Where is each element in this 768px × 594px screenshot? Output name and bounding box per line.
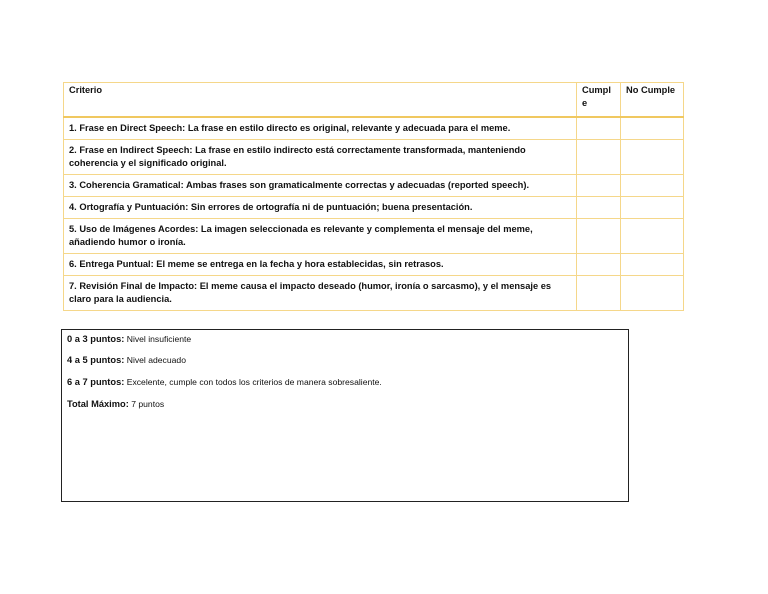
table-row bbox=[64, 219, 684, 254]
cumple-cell[interactable] bbox=[577, 175, 621, 197]
cumple-cell[interactable] bbox=[577, 140, 621, 175]
criterio-cell: 1. Frase en Direct Speech: La frase en estilo directo es original, relevante y adecuada para el meme. bbox=[64, 117, 577, 140]
no-cumple-cell[interactable] bbox=[621, 219, 684, 254]
table-row bbox=[64, 197, 684, 219]
no-cumple-cell[interactable] bbox=[621, 197, 684, 219]
table-row bbox=[64, 276, 684, 311]
table-row bbox=[64, 254, 684, 276]
rubric-table bbox=[63, 82, 684, 311]
scale-label: 0 a 3 puntos: bbox=[67, 334, 125, 344]
cumple-cell[interactable] bbox=[577, 254, 621, 276]
cumple-cell[interactable] bbox=[577, 276, 621, 311]
header-cumple bbox=[577, 83, 621, 118]
no-cumple-cell[interactable] bbox=[621, 175, 684, 197]
table-header-row bbox=[64, 83, 684, 118]
no-cumple-cell[interactable] bbox=[621, 117, 684, 140]
criterio-cell: 5. Uso de Imágenes Acordes: La imagen seleccionada es relevante y complementa el mensaje del meme, añadiendo humor o ironía. bbox=[64, 219, 577, 254]
criterio-cell: 3. Coherencia Gramatical: Ambas frases son gramaticalmente correctas y adecuadas (reported speech). bbox=[64, 175, 577, 197]
header-no-cumple: No Cumple bbox=[621, 83, 684, 118]
no-cumple-cell[interactable] bbox=[621, 276, 684, 311]
scale-label: 4 a 5 puntos: bbox=[67, 355, 125, 365]
no-cumple-cell[interactable] bbox=[621, 140, 684, 175]
header-cumple-line2: e bbox=[582, 98, 588, 108]
cumple-cell[interactable] bbox=[577, 197, 621, 219]
table-row bbox=[64, 117, 684, 140]
table-row bbox=[64, 175, 684, 197]
no-cumple-cell[interactable] bbox=[621, 254, 684, 276]
scale-line-excelente bbox=[67, 377, 382, 387]
scale-desc: Nivel adecuado bbox=[124, 355, 186, 365]
table-row bbox=[64, 140, 684, 175]
criterio-cell: 7. Revisión Final de Impacto: El meme causa el impacto deseado (humor, ironía o sarcasmo), y el mensaje es claro para la audiencia. bbox=[64, 276, 577, 311]
grading-scale-box bbox=[61, 329, 629, 502]
scale-line-total bbox=[67, 399, 164, 409]
cumple-cell[interactable] bbox=[577, 219, 621, 254]
scale-desc: Excelente, cumple con todos los criterios de manera sobresaliente. bbox=[124, 377, 382, 387]
header-cumple-line1: Cumpl bbox=[582, 85, 611, 95]
criterio-cell: 4. Ortografía y Puntuación: Sin errores de ortografía ni de puntuación; buena presentación. bbox=[64, 197, 577, 219]
scale-label: 6 a 7 puntos: bbox=[67, 377, 125, 387]
scale-desc: Nivel insuficiente bbox=[124, 334, 192, 344]
criterio-cell: 2. Frase en Indirect Speech: La frase en estilo indirecto está correctamente transformada, manteniendo coherencia y el significado original. bbox=[64, 140, 577, 175]
scale-desc: 7 puntos bbox=[128, 399, 165, 409]
header-criterio: Criterio bbox=[64, 83, 577, 118]
criterio-cell: 6. Entrega Puntual: El meme se entrega en la fecha y hora establecidas, sin retrasos. bbox=[64, 254, 577, 276]
scale-line-adecuado bbox=[67, 355, 186, 365]
scale-line-insuficiente bbox=[67, 334, 191, 344]
scale-label: Total Máximo: bbox=[67, 399, 129, 409]
cumple-cell[interactable] bbox=[577, 117, 621, 140]
